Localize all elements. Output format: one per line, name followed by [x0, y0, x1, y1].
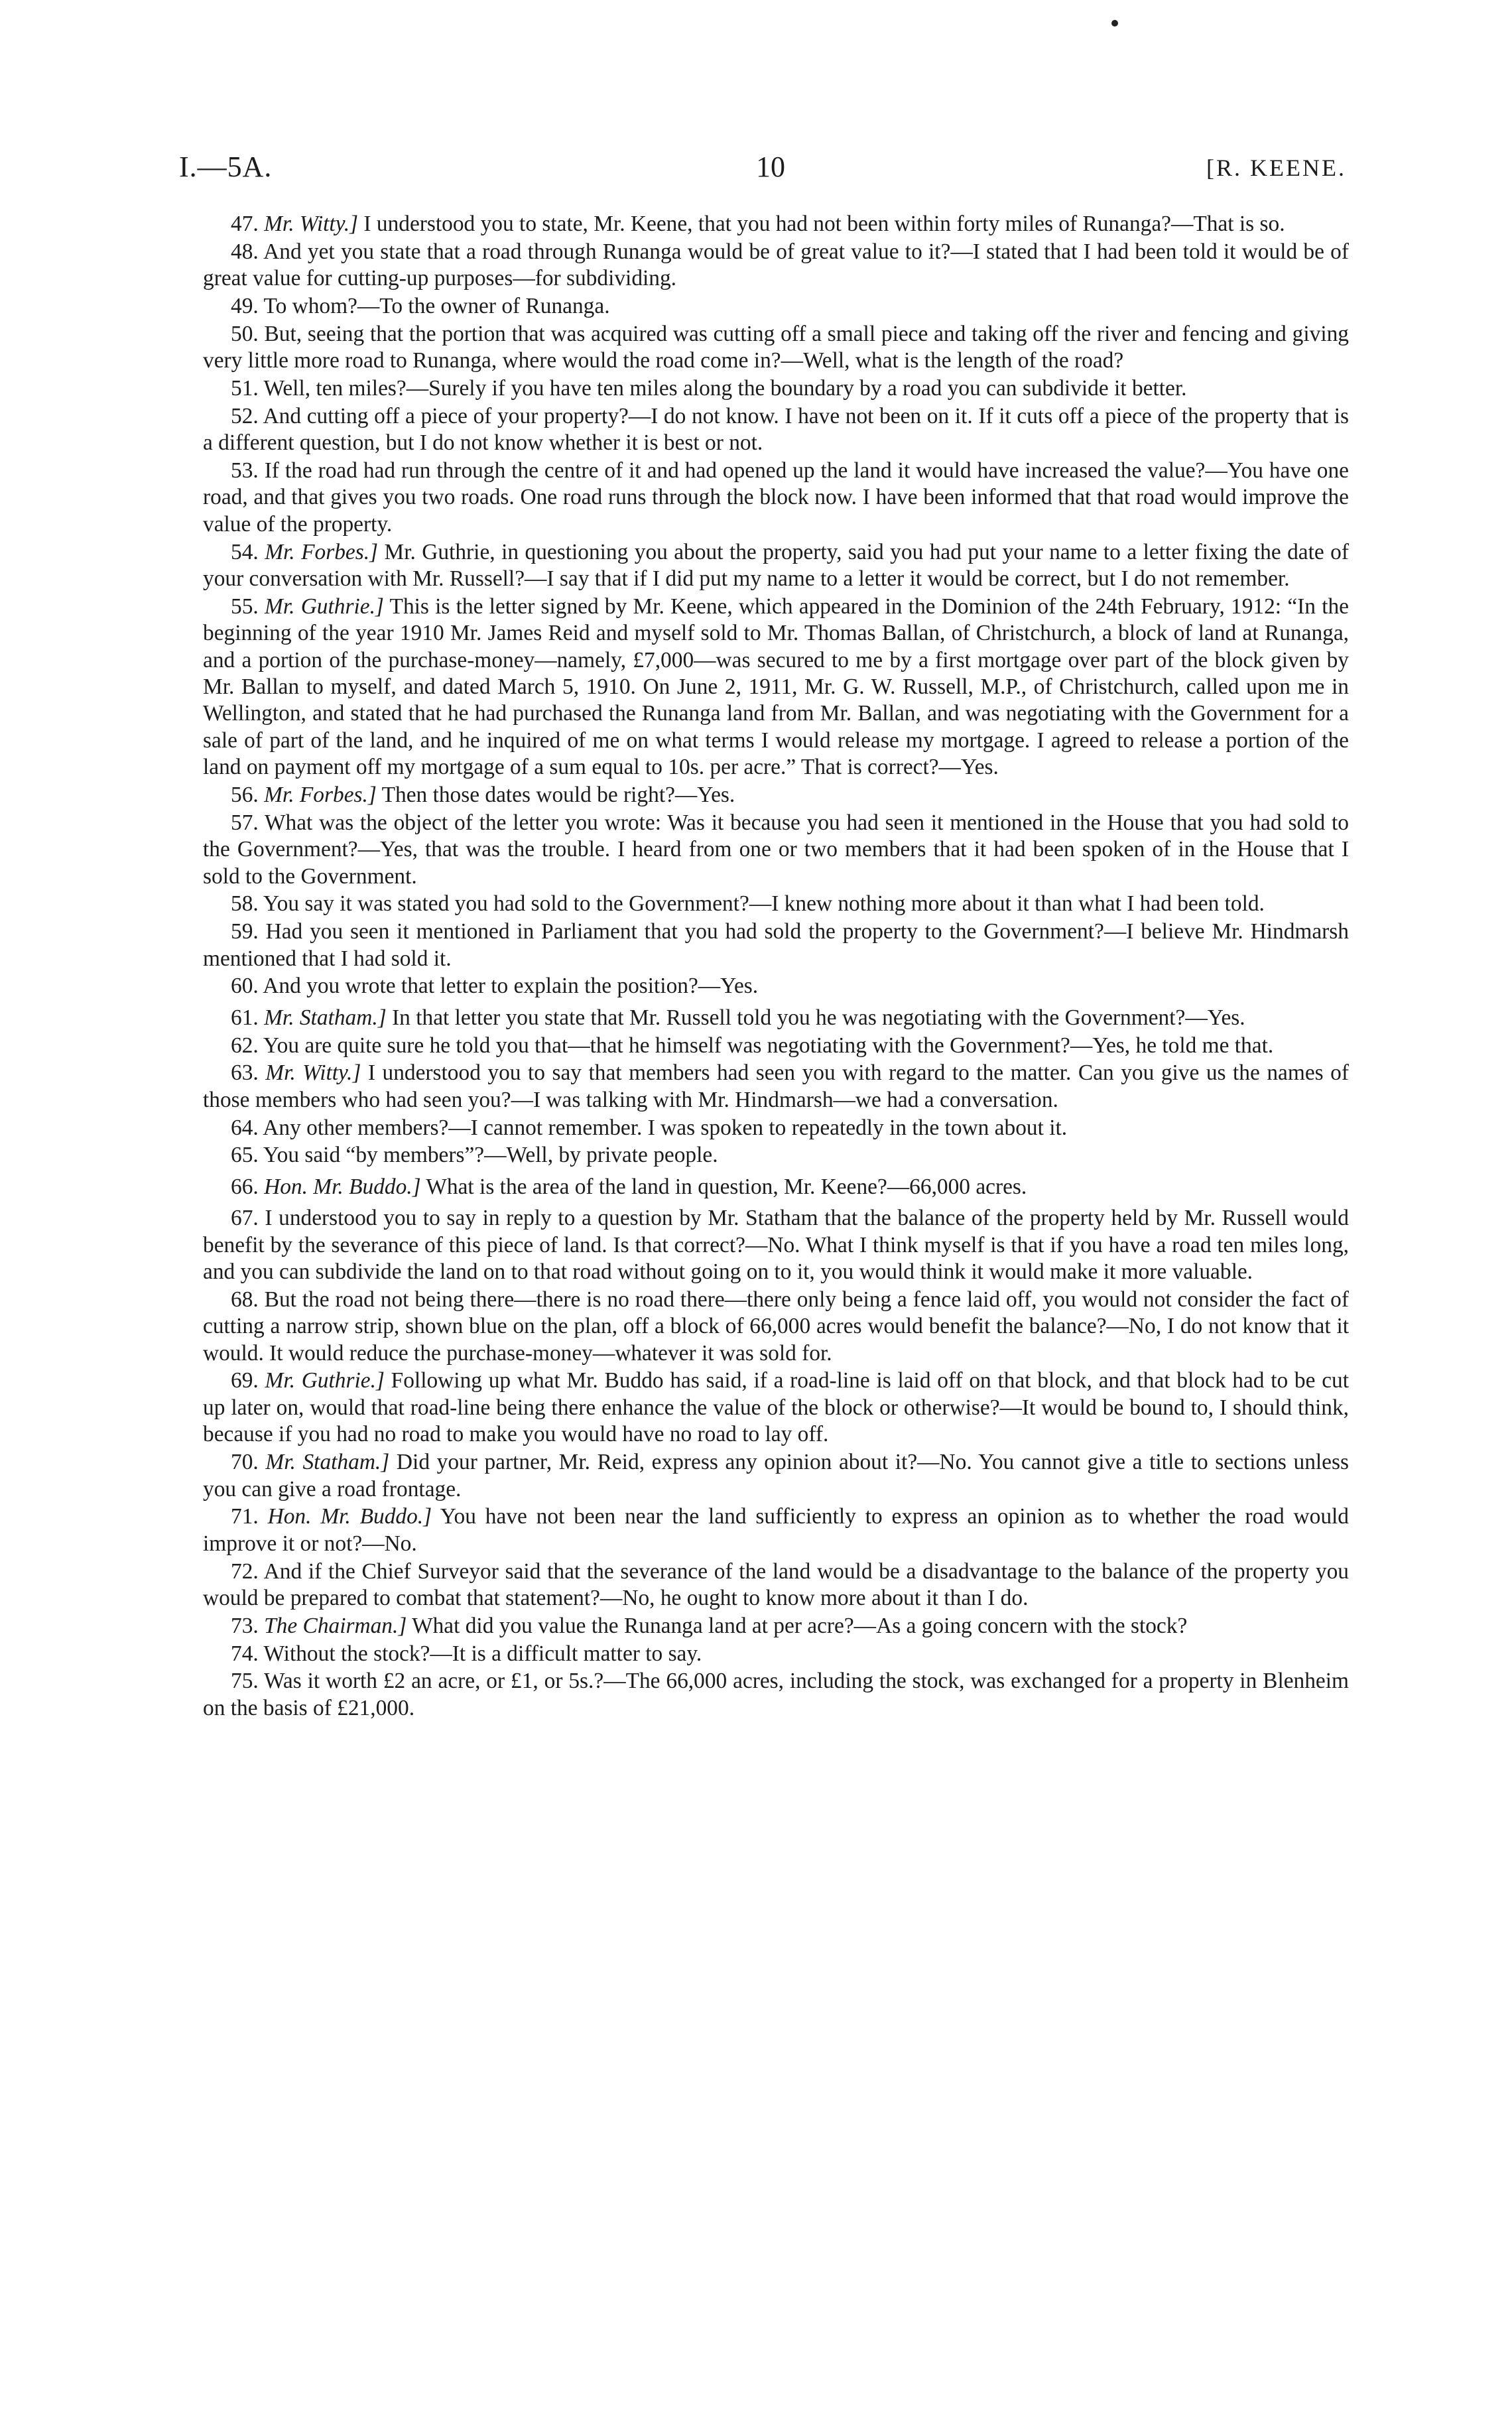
question-52: 52. And cutting off a piece of your property?—I do not know. I have not been on it. If it cuts off a piece of the property that is a different question, but I do not know whether it is best or not. [203, 403, 1349, 456]
question-67: 67. I understood you to say in reply to a question by Mr. Statham that the balance of the property held by Mr. Russell would benefit by the severance of this piece of land. Is that correct?—No. What I think myself is that if you have a road ten miles long, and you can subdivide the land on to that road without going on to it, you would think it would make it more valuable. [203, 1206, 1349, 1285]
question-72: 72. And if the Chief Surveyor said that the severance of the land would be a disadvantage to the balance of the property you would be prepared to combat that statement?—No, he ought to know more about it than I do. [203, 1559, 1349, 1610]
question-57: 57. What was the object of the letter you wrote: Was it because you had seen it mentioned in the House that you had sold to the Government?—Yes, that was the trouble. I heard from one or two members that it had been spoken of in the House that I sold to the Government. [203, 810, 1349, 889]
question-55: 55. Mr. Guthrie.] This is the letter signed by Mr. Keene, which appeared in the Dominion of the 24th February, 1912: “In the beginning of the year 1910 Mr. James Reid and myself sold to Mr. Thomas Ballan, of Christchurch, a block of land at Runanga, and a portion of the purchase-money—namely, £7,000—was secured to me by a first mortgage over part of the block given by Mr. Ballan to myself, and dated March 5, 1910. On June 2, 1911, Mr. G. W. Russell, M.P., of Christchurch, called upon me in Wellington, and stated that he had purchased the Runanga land from Mr. Ballan, and was negotiating with the Government for a sale of part of the land, and he inquired of me on what terms I would release my mortgage. I agreed to release a portion of the land on payment off my mortgage of a sum equal to 10s. per acre.” That is correct?—Yes. [203, 594, 1349, 780]
question-63: 63. Mr. Witty.] I understood you to say that members had seen you with regard to the matter. Can you give us the names of those members who had seen you?—I was talking with Mr. Hindmarsh—we had a conversation. [203, 1060, 1349, 1112]
question-66: 66. Hon. Mr. Buddo.] What is the area of the land in question, Mr. Keene?—66,000 acres. [231, 1174, 1027, 1199]
question-64: 64. Any other members?—I cannot remember. I was spoken to repeatedly in the town about it. [231, 1115, 1068, 1140]
page-header [179, 150, 1346, 196]
question-68: 68. But the road not being there—there is no road there—there only being a fence laid off, you would not consider the fact of cutting a narrow strip, shown blue on the plan, off a block of 66,000 acres would benefit the balance?—No, I do not know that it would. It would reduce the purchase-money—whatever it was sold for. [203, 1287, 1349, 1366]
question-58: 58. You say it was stated you had sold to the Government?—I knew nothing more about it than what I had been told. [231, 891, 1265, 917]
question-70: 70. Mr. Statham.] Did your partner, Mr. Reid, express any opinion about it?—No. You cannot give a title to sections unless you can give a road frontage. [203, 1450, 1349, 1502]
page-number: 10 [756, 151, 785, 183]
document-reference: I.—5A. [179, 151, 273, 183]
question-48: 48. And yet you state that a road through Runanga would be of great value to it?—I stated that I had been told it would be of great value for cutting-up purposes—for subdividing. [203, 239, 1349, 291]
question-73: 73. The Chairman.] What did you value the Runanga land at per acre?—As a going concern with the stock? [231, 1613, 1188, 1638]
question-71: 71. Hon. Mr. Buddo.] You have not been near the land sufficiently to express an opinion as to whether the road would improve it or not?—No. [203, 1504, 1349, 1556]
question-62: 62. You are quite sure he told you that—that he himself was negotiating with the Government?—Yes, he told me that. [231, 1033, 1274, 1058]
stray-mark [1111, 20, 1118, 27]
question-47: 47. Mr. Witty.] I understood you to state, Mr. Keene, that you had not been within forty miles of Runanga?—That is so. [231, 212, 1285, 236]
question-61: 61. Mr. Statham.] In that letter you state that Mr. Russell told you he was negotiating with the Government?—Yes. [231, 1005, 1245, 1030]
question-50: 50. But, seeing that the portion that was acquired was cutting off a small piece and taking off the river and fencing and giving very little more road to Runanga, where would the road come in?—Well, what is the length of the road? [203, 321, 1349, 373]
question-49: 49. To whom?—To the owner of Runanga. [231, 294, 610, 318]
question-75: 75. Was it worth £2 an acre, or £1, or 5s.?—The 66,000 acres, including the stock, was exchanged for a property in Blenheim on the basis of £21,000. [203, 1669, 1349, 1720]
evidence-text [203, 211, 1349, 1723]
question-65: 65. You said “by members”?—Well, by private people. [231, 1143, 718, 1168]
question-51: 51. Well, ten miles?—Surely if you have ten miles along the boundary by a road you can subdivide it better. [231, 376, 1187, 401]
witness-name: [R. KEENE. [1206, 155, 1346, 181]
question-74: 74. Without the stock?—It is a difficult matter to say. [231, 1641, 702, 1666]
question-54: 54. Mr. Forbes.] Mr. Guthrie, in questioning you about the property, said you had put your name to a letter fixing the date of your conversation with Mr. Russell?—I say that if I did put my name to a letter it would be correct, but I do not remember. [203, 539, 1349, 592]
question-53: 53. If the road had run through the centre of it and had opened up the land it would have increased the value?—You have one road, and that gives you two roads. One road runs through the block now. I have been informed that that road would improve the value of the property. [203, 458, 1349, 537]
question-69: 69. Mr. Guthrie.] Following up what Mr. Buddo has said, if a road-line is laid off on that block, and that block had to be cut up later on, would that road-line being there enhance the value of the block or otherwise?—It would be bound to, I should think, because if you had no road to make you would have no road to lay off. [203, 1368, 1349, 1447]
question-60: 60. And you wrote that letter to explain the position?—Yes. [231, 974, 759, 999]
question-59: 59. Had you seen it mentioned in Parliament that you had sold the property to the Government?—I believe Mr. Hindmarsh mentioned that I had sold it. [203, 919, 1349, 971]
question-56: 56. Mr. Forbes.] Then those dates would be right?—Yes. [231, 783, 735, 808]
